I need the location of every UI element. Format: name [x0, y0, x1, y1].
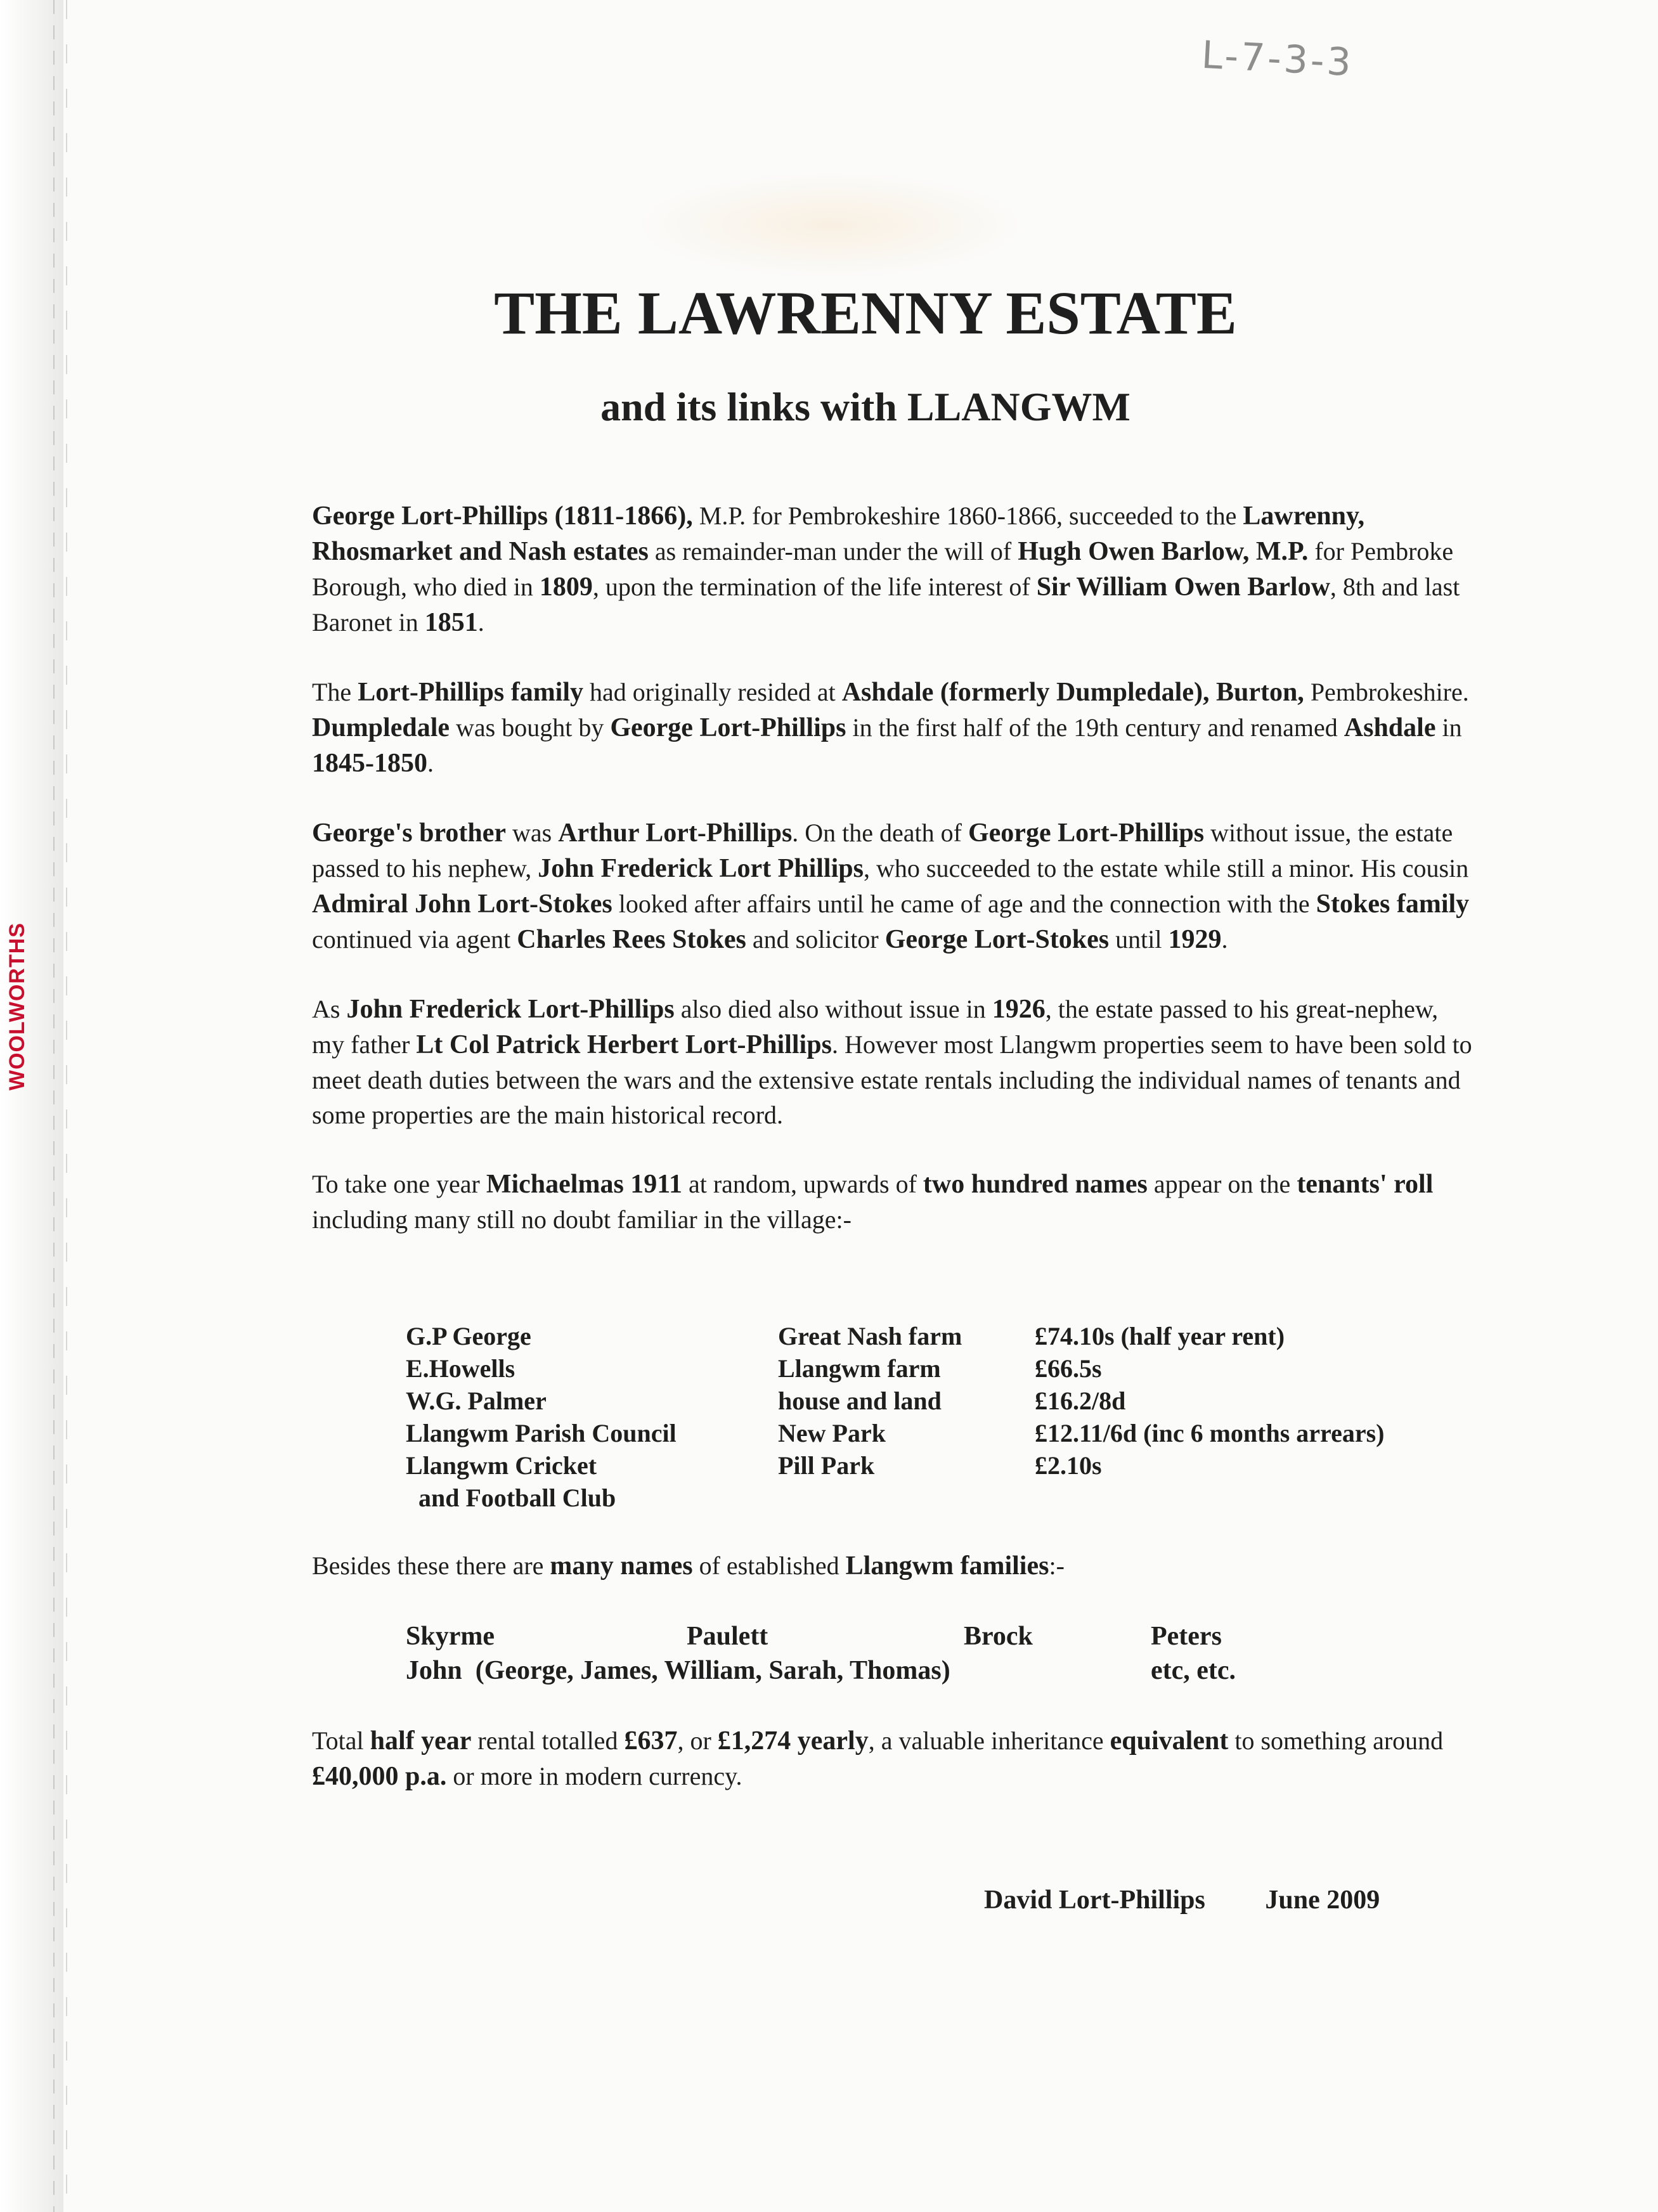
- text: M.P. for Pembrokeshire 1860-1866, succeeded to the: [692, 501, 1243, 530]
- tenant-rent: £66.5s: [1035, 1354, 1102, 1383]
- bold-text: George Lort-Phillips: [968, 818, 1205, 848]
- text: , who succeeded to the estate while still a minor. His cousin: [863, 854, 1469, 883]
- bold-text: 1926: [992, 995, 1046, 1024]
- text: , the estate passed to his great-nephew, my father: [312, 995, 1439, 1059]
- text: .: [477, 608, 484, 637]
- paragraph-tenants-roll: [312, 1167, 1472, 1237]
- bold-text: Ashdale (formerly Dumpledale), Burton,: [841, 678, 1304, 707]
- text: Pembrokeshire.: [1304, 678, 1469, 706]
- text: To take one year: [312, 1170, 486, 1198]
- tenant-name: G.P George: [406, 1322, 531, 1350]
- family-name-john: John (George, James, William, Sarah, Thomas): [406, 1656, 950, 1685]
- tenant-names-column: [406, 1320, 778, 1514]
- text: , a valuable inheritance: [868, 1726, 1110, 1755]
- bold-text: tenants' roll: [1297, 1170, 1434, 1199]
- family-name-etc: etc, etc.: [1151, 1656, 1236, 1685]
- text: . However most Llangwm properties seem to have been sold to meet death duties between the wars and the extensive estate rentals including the individual names of tenants and some properties are the main historical record.: [312, 1030, 1472, 1129]
- text: looked after affairs until he came of age and the connection with the: [612, 889, 1316, 918]
- text: continued via agent: [312, 925, 517, 954]
- text: to something around: [1228, 1726, 1444, 1755]
- bold-text: Dumpledale: [312, 713, 450, 742]
- tenant-name: E.Howells: [406, 1354, 515, 1383]
- text: , 8th and last Baronet in: [312, 572, 1460, 637]
- text: for Pembroke Borough, who died in: [312, 537, 1454, 601]
- text: . On the death of: [792, 818, 968, 847]
- tenant-properties-column: [778, 1320, 1035, 1514]
- rental-total-paragraph: [312, 1723, 1472, 1794]
- paragraph-inheritance: [312, 815, 1472, 957]
- bold-text: Llangwm families: [845, 1551, 1049, 1581]
- family-name: Brock: [964, 1622, 1033, 1651]
- family-names-row: [406, 1653, 1293, 1688]
- text: :-: [1049, 1551, 1065, 1580]
- bold-text: Ashdale: [1344, 713, 1436, 742]
- tenant-property: Pill Park: [778, 1451, 875, 1480]
- text: or more in modern currency.: [446, 1762, 742, 1790]
- bold-text: 1809: [539, 572, 593, 602]
- bold-text: Lort-Phillips family: [358, 678, 584, 707]
- bold-text: equivalent: [1110, 1726, 1229, 1756]
- text: in the first half of the 19th century and renamed: [846, 713, 1344, 742]
- bold-text: 1845-1850: [312, 749, 427, 778]
- text: was bought by: [450, 713, 611, 742]
- bold-text: George Lort-Phillips: [610, 713, 846, 742]
- text: , or: [677, 1726, 718, 1755]
- family-names-row: [406, 1619, 1293, 1653]
- bold-text: 1851: [424, 608, 478, 637]
- tenant-rent: £2.10s: [1035, 1451, 1102, 1480]
- tenant-name-continuation: and Football Club: [418, 1484, 616, 1512]
- bold-text: John Frederick Lort Phillips: [538, 854, 864, 883]
- signature-line: [984, 1885, 1380, 1915]
- bold-text: £637: [624, 1726, 678, 1756]
- bold-text: 1929: [1168, 925, 1222, 954]
- family-name: Skyrme: [406, 1622, 495, 1651]
- bold-text: half year: [370, 1726, 472, 1756]
- tenant-name: W.G. Palmer: [406, 1387, 547, 1415]
- bold-text: John Frederick Lort-Phillips: [346, 995, 675, 1024]
- family-name: Peters: [1151, 1622, 1222, 1651]
- text: of established: [692, 1551, 846, 1580]
- text: had originally resided at: [583, 678, 842, 706]
- paragraph-later-history: [312, 992, 1472, 1132]
- text: As: [312, 995, 347, 1023]
- bold-text: Lawrenny, Rhosmarket and Nash estates: [312, 501, 1365, 566]
- tenant-rent: £16.2/8d: [1035, 1387, 1126, 1415]
- tenant-rent: £12.11/6d (inc 6 months arrears): [1035, 1419, 1385, 1447]
- tenant-name: Llangwm Parish Council: [406, 1419, 677, 1447]
- bold-text: Sir William Owen Barlow: [1036, 572, 1330, 602]
- bold-text: Lt Col Patrick Herbert Lort-Phillips: [416, 1030, 832, 1059]
- text: including many still no doubt familiar in the village:-: [312, 1205, 852, 1234]
- tenant-property: house and land: [778, 1387, 942, 1415]
- bold-text: Charles Rees Stokes: [517, 925, 746, 954]
- text: appear on the: [1147, 1170, 1297, 1198]
- bold-text: £40,000 p.a.: [312, 1762, 447, 1791]
- document-title: THE LAWRENNY ESTATE: [494, 279, 1237, 347]
- text: was: [505, 818, 559, 847]
- bold-text: George Lort-Phillips (1811-1866),: [312, 501, 693, 531]
- signature-date: June 2009: [1265, 1885, 1380, 1915]
- paragraph-family-origin: [312, 675, 1472, 781]
- tenant-rents-column: [1035, 1320, 1479, 1514]
- bold-text: George Lort-Stokes: [884, 925, 1110, 954]
- document-subtitle: and its links with LLANGWM: [600, 384, 1130, 429]
- binder-brand-label: WOOLWORTHS: [5, 922, 29, 1090]
- bold-text: Arthur Lort-Phillips: [558, 818, 793, 848]
- author-name: David Lort-Phillips: [984, 1885, 1205, 1915]
- text: Besides these there are: [312, 1551, 550, 1580]
- tenants-table: [406, 1320, 1484, 1514]
- families-intro: [312, 1551, 1065, 1581]
- text: and solicitor: [746, 925, 885, 954]
- paragraph-succession: [312, 498, 1472, 640]
- text: The: [312, 678, 358, 706]
- handwritten-reference-number: L-7-3-3: [1200, 32, 1355, 86]
- bold-text: Hugh Owen Barlow, M.P.: [1018, 537, 1309, 566]
- text: Total: [312, 1726, 370, 1755]
- tenant-property: Llangwm farm: [778, 1354, 941, 1383]
- text: .: [1221, 925, 1228, 954]
- text: in: [1435, 713, 1462, 742]
- tenant-property: New Park: [778, 1419, 886, 1447]
- tenant-name: Llangwm Cricket: [406, 1451, 597, 1480]
- bold-text: Michaelmas 1911: [486, 1170, 682, 1199]
- text: without issue, the estate passed to his nephew,: [312, 818, 1453, 883]
- text: also died also without issue in: [674, 995, 992, 1023]
- text: as remainder-man under the will of: [648, 537, 1018, 566]
- bold-text: £1,274 yearly: [717, 1726, 869, 1756]
- bold-text: two hundred names: [923, 1170, 1148, 1199]
- text: at random, upwards of: [682, 1170, 923, 1198]
- bold-text: George's brother: [312, 818, 506, 848]
- family-names-list: [406, 1619, 1293, 1688]
- tenant-property: Great Nash farm: [778, 1322, 962, 1350]
- bold-text: Admiral John Lort-Stokes: [312, 889, 612, 919]
- document-body: [312, 498, 1472, 1271]
- bold-text: Stokes family: [1316, 889, 1470, 919]
- paper-stain: [634, 171, 1027, 279]
- text: .: [427, 749, 434, 777]
- text: rental totalled: [471, 1726, 625, 1755]
- family-name: Paulett: [687, 1622, 768, 1651]
- tenant-rent: £74.10s (half year rent): [1035, 1322, 1285, 1350]
- text: until: [1109, 925, 1169, 954]
- bold-text: many names: [550, 1551, 693, 1581]
- text: , upon the termination of the life interest of: [592, 572, 1037, 601]
